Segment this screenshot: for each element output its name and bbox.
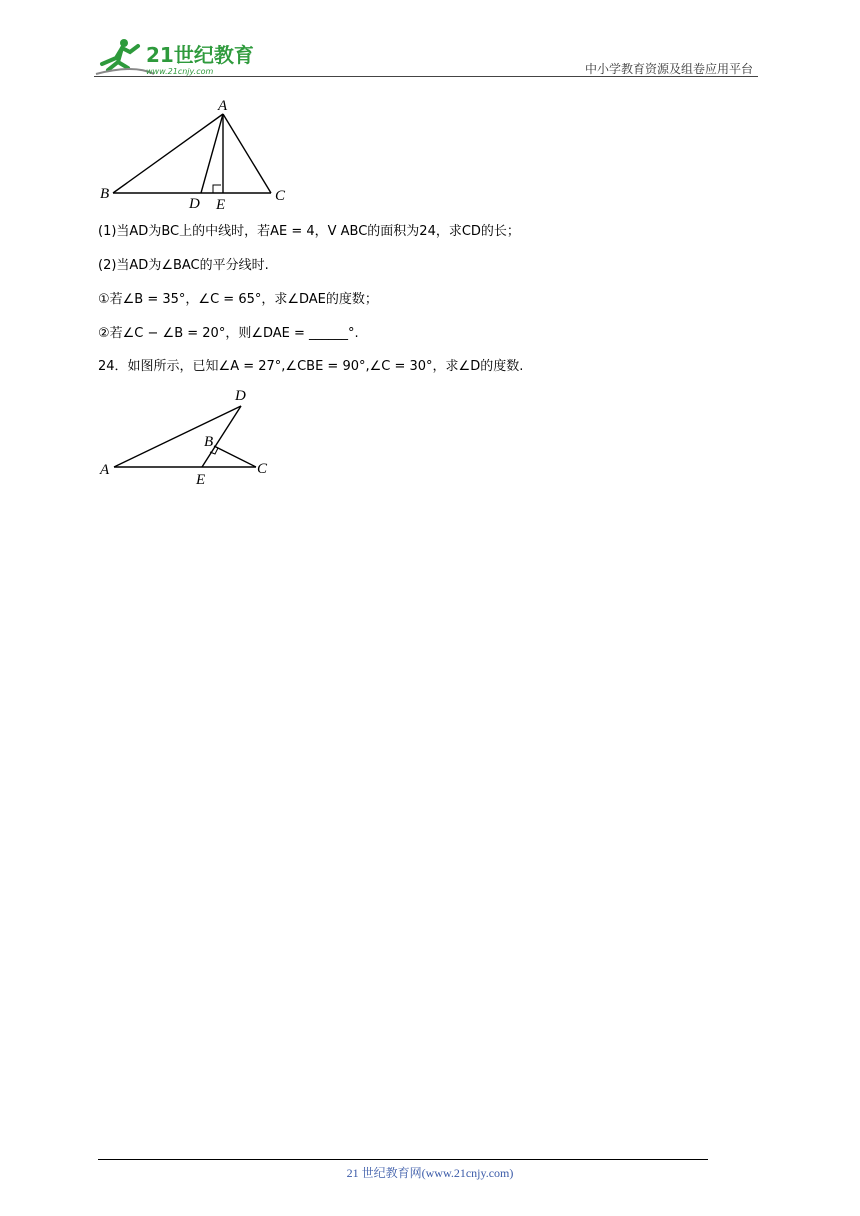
segment-bc: [214, 446, 256, 467]
label-d: D: [189, 196, 200, 212]
label-b: B: [204, 434, 214, 450]
label-a: A: [100, 462, 110, 478]
header-platform-text: 中小学教育资源及组卷应用平台: [584, 62, 753, 76]
site-logo: [94, 34, 264, 78]
footer-link[interactable]: 21 世纪教育网(www.21cnjy.com): [346, 1166, 514, 1180]
label-e: E: [196, 472, 206, 488]
q23-part2-a: ①若∠B = 35°，∠C = 65°，求∠DAE的度数；: [98, 292, 378, 307]
footer-divider: [98, 1159, 708, 1160]
q23-part2-b: ②若∠C − ∠B = 20°，则∠DAE = ______°.: [98, 326, 359, 341]
triangle-figure-2: [96, 384, 286, 488]
label-a: A: [218, 98, 228, 114]
label-e: E: [216, 197, 226, 213]
segment-ad: [201, 114, 223, 193]
label-c: C: [257, 461, 268, 477]
right-angle-mark: [213, 185, 221, 193]
label-d: D: [235, 388, 246, 404]
logo-title: 21世纪教育: [146, 43, 254, 67]
q24-text: 24．如图所示，已知∠A = 27°,∠CBE = 90°,∠C = 30°，求∠D的度数.: [98, 359, 524, 374]
segment-ac: [223, 114, 271, 193]
logo-url: www.21cnjy.com: [146, 67, 214, 76]
header-divider: [94, 76, 758, 77]
label-c: C: [275, 188, 286, 204]
label-b: B: [100, 186, 110, 202]
q23-part2: (2)当AD为∠BAC的平分线时.: [98, 258, 269, 273]
triangle-figure-1: [96, 94, 296, 216]
q23-part1: (1)当AD为BC上的中线时，若AE = 4，V ABC的面积为24，求CD的长；: [98, 224, 520, 239]
segment-ab: [113, 114, 223, 193]
